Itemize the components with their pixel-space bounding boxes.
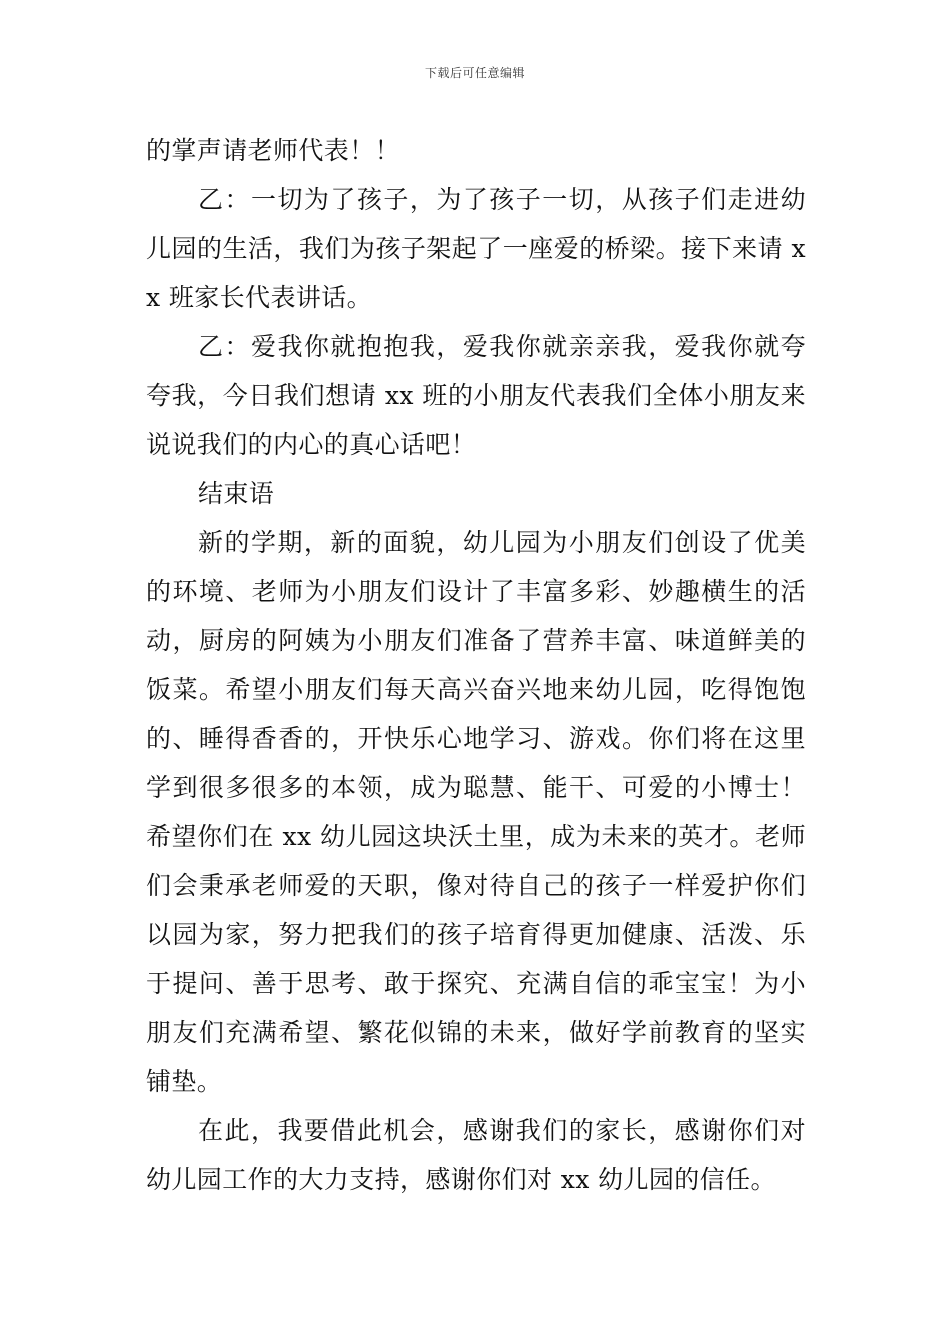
paragraph-5: 在此，我要借此机会，感谢我们的家长，感谢你们对幼儿园工作的大力支持，感谢你们对 xx 幼儿园的信任。	[146, 1116, 806, 1194]
paragraph-3: 乙：爱我你就抱抱我，爱我你就亲亲我，爱我你就夸夸我，今日我们想请 xx 班的小朋友代表我们全体小朋友来说说我们的内心的真心话吧！	[146, 332, 806, 459]
page-header: 下载后可任意编辑	[424, 66, 525, 80]
paragraph-4: 新的学期，新的面貌，幼儿园为小朋友们创设了优美的环境、老师为小朋友们设计了丰富多彩、妙趣横生的活动，厨房的阿姨为小朋友们准备了营养丰富、味道鲜美的饭菜。希望小朋友们每天高兴奋兴地来幼儿园，吃得饱饱的、睡得香香的，开快乐心地学习、游戏。你们将在这里学到很多很多的本领，成为聪慧、能干、可爱的小博士！希望你们在 xx 幼儿园这块沃土里，成为未来的英才。老师们会秉承老师爱的天职，像对待自己的孩子一样爱护你们以园为家，努力把我们的孩子培育得更加健康、活泼、乐于提问、善于思考、敢于探究、充满自信的乖宝宝！为小朋友们充满希望、繁花似锦的未来，做好学前教育的坚实铺垫。	[146, 528, 806, 1096]
section-heading-closing: 结束语	[198, 479, 275, 508]
paragraph-2: 乙：一切为了孩子，为了孩子一切，从孩子们走进幼儿园的生活，我们为孩子架起了一座爱的桥梁。接下来请 xx 班家长代表讲话。	[146, 185, 806, 312]
document-body	[146, 126, 806, 1204]
paragraph-1: 的掌声请老师代表！！	[146, 136, 401, 165]
